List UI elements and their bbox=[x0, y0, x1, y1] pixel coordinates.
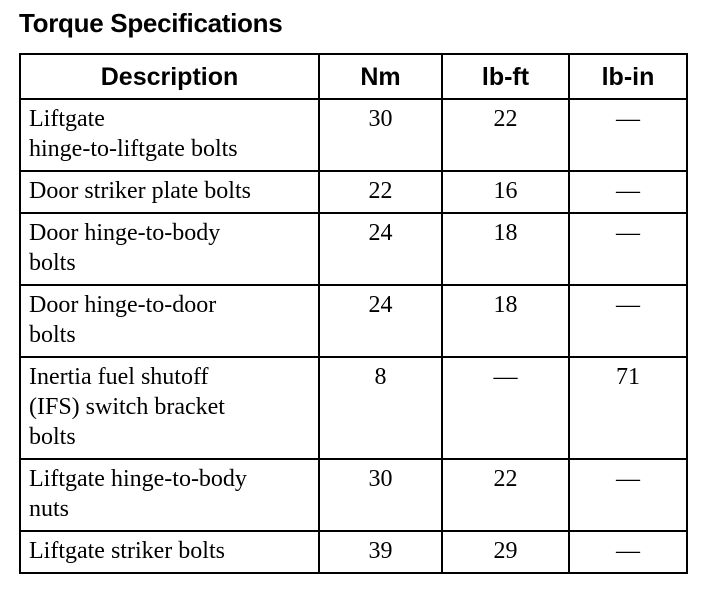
column-header-nm: Nm bbox=[319, 54, 442, 99]
lb-ft-cell: 29 bbox=[442, 531, 569, 573]
nm-cell: 8 bbox=[319, 357, 442, 459]
lb-in-cell: 71 bbox=[569, 357, 687, 459]
description-line: Liftgate hinge-to-body bbox=[29, 466, 247, 492]
column-header-description: Description bbox=[20, 54, 319, 99]
table-row bbox=[20, 171, 687, 213]
column-header-lb-in: lb-in bbox=[569, 54, 687, 99]
description-line: hinge-to-liftgate bolts bbox=[29, 136, 238, 162]
nm-cell: 24 bbox=[319, 285, 442, 357]
lb-in-cell: — bbox=[569, 213, 687, 285]
nm-cell: 30 bbox=[319, 99, 442, 171]
nm-cell: 30 bbox=[319, 459, 442, 531]
description-line: bolts bbox=[29, 322, 76, 348]
description-line: nuts bbox=[29, 496, 70, 522]
table-header-row bbox=[20, 54, 687, 99]
lb-in-cell: — bbox=[569, 459, 687, 531]
lb-in-cell: — bbox=[569, 171, 687, 213]
lb-ft-cell: — bbox=[442, 357, 569, 459]
description-line: bolts bbox=[29, 250, 76, 276]
description-line: Door hinge-to-body bbox=[29, 220, 221, 246]
description-cell bbox=[20, 99, 319, 171]
lb-ft-cell: 22 bbox=[442, 459, 569, 531]
nm-cell: 24 bbox=[319, 213, 442, 285]
lb-ft-cell: 22 bbox=[442, 99, 569, 171]
description-line: bolts bbox=[29, 424, 76, 450]
nm-cell: 22 bbox=[319, 171, 442, 213]
table-row bbox=[20, 213, 687, 285]
description-cell bbox=[20, 459, 319, 531]
description-cell bbox=[20, 213, 319, 285]
description-cell bbox=[20, 285, 319, 357]
lb-ft-cell: 18 bbox=[442, 213, 569, 285]
description-cell bbox=[20, 531, 319, 573]
table-row bbox=[20, 531, 687, 573]
lb-ft-cell: 18 bbox=[442, 285, 569, 357]
description-line: Liftgate striker bolts bbox=[29, 538, 225, 564]
lb-in-cell: — bbox=[569, 99, 687, 171]
lb-in-cell: — bbox=[569, 531, 687, 573]
lb-ft-cell: 16 bbox=[442, 171, 569, 213]
description-line: Inertia fuel shutoff bbox=[29, 364, 209, 390]
description-line: Door striker plate bolts bbox=[29, 178, 251, 204]
lb-in-cell: — bbox=[569, 285, 687, 357]
table-row bbox=[20, 285, 687, 357]
description-cell bbox=[20, 171, 319, 213]
column-header-lb-ft: lb-ft bbox=[442, 54, 569, 99]
description-line: (IFS) switch bracket bbox=[29, 394, 225, 420]
table-row bbox=[20, 357, 687, 459]
description-line: Liftgate bbox=[29, 106, 105, 132]
page-title: Torque Specifications bbox=[19, 8, 283, 38]
table-row bbox=[20, 459, 687, 531]
torque-spec-table bbox=[19, 53, 688, 574]
nm-cell: 39 bbox=[319, 531, 442, 573]
table-row bbox=[20, 99, 687, 171]
description-cell bbox=[20, 357, 319, 459]
description-line: Door hinge-to-door bbox=[29, 292, 217, 318]
